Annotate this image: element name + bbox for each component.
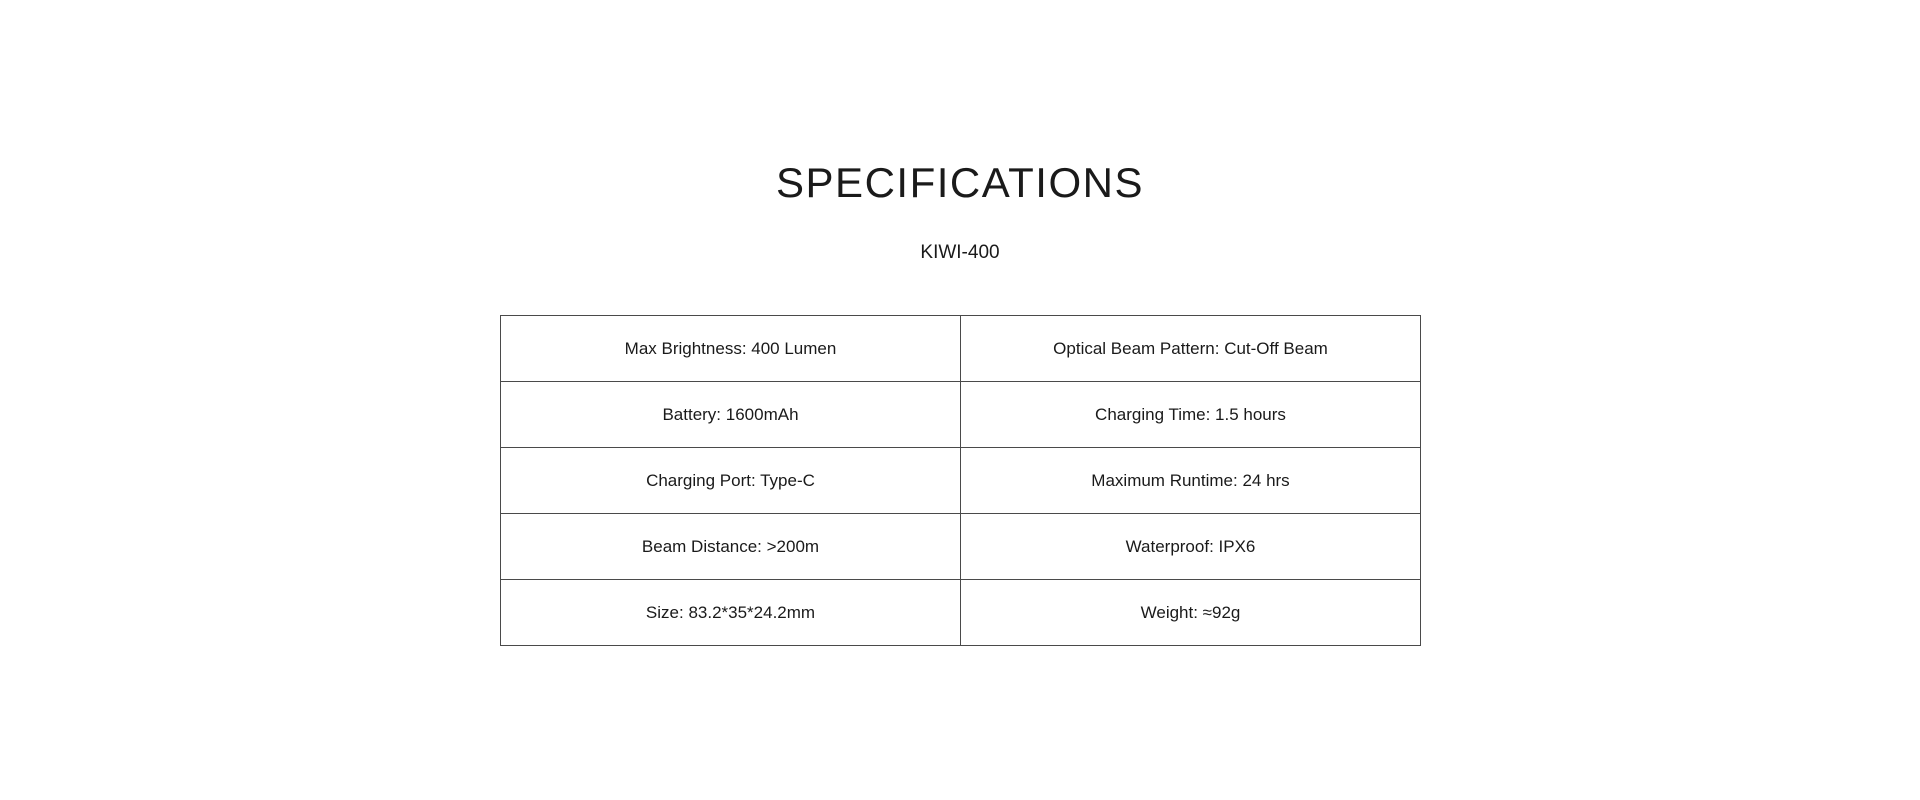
spec-cell: Max Brightness: 400 Lumen xyxy=(501,316,961,382)
table-row xyxy=(501,514,1421,580)
spec-cell: Weight: ≈92g xyxy=(961,580,1421,646)
specifications-table xyxy=(500,315,1421,646)
product-model-label: KIWI-400 xyxy=(920,242,1000,263)
table-row xyxy=(501,580,1421,646)
spec-cell: Optical Beam Pattern: Cut-Off Beam xyxy=(961,316,1421,382)
specifications-table-body xyxy=(501,316,1421,646)
table-row xyxy=(501,448,1421,514)
spec-cell: Charging Port: Type-C xyxy=(501,448,961,514)
page-title: SPECIFICATIONS xyxy=(776,159,1144,206)
table-row xyxy=(501,382,1421,448)
spec-cell: Maximum Runtime: 24 hrs xyxy=(961,448,1421,514)
spec-cell: Beam Distance: >200m xyxy=(501,514,961,580)
spec-cell: Size: 83.2*35*24.2mm xyxy=(501,580,961,646)
spec-cell: Battery: 1600mAh xyxy=(501,382,961,448)
spec-cell: Charging Time: 1.5 hours xyxy=(961,382,1421,448)
table-row xyxy=(501,316,1421,382)
spec-cell: Waterproof: IPX6 xyxy=(961,514,1421,580)
specifications-table-container xyxy=(500,315,1420,646)
